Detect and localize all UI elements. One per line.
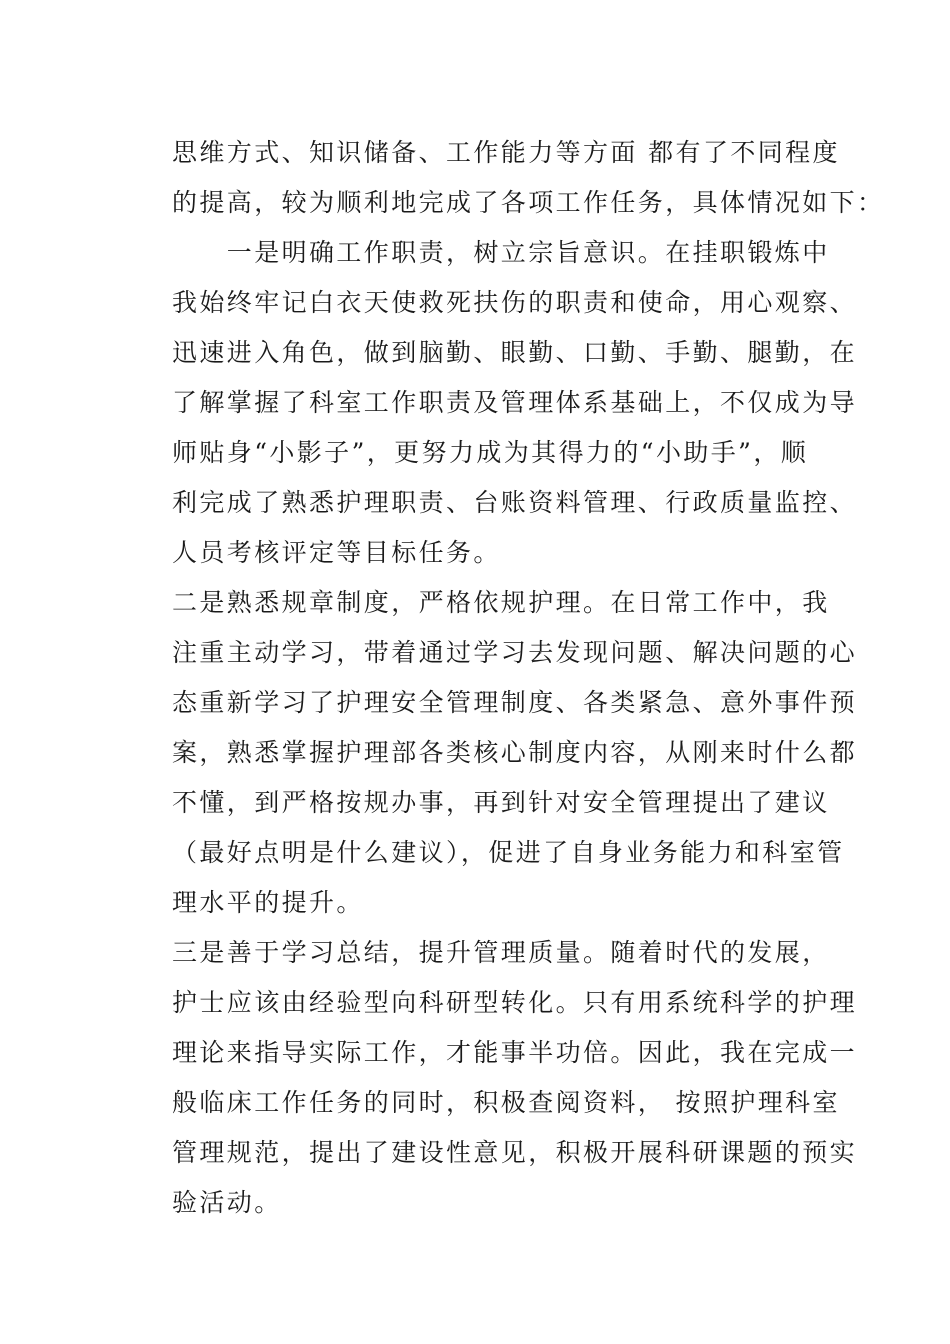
text-line: 我始终牢记白衣天使救死扶伤的职责和使命，用心观察、 bbox=[172, 288, 858, 317]
text-line: 三是善于学习总结，提升管理质量。随着时代的发展， bbox=[172, 938, 830, 967]
text-line: 了解掌握了科室工作职责及管理体系基础上，不仅成为导 bbox=[172, 388, 858, 417]
text-line: 利完成了熟悉护理职责、台账资料管理、行政质量监控、 bbox=[172, 488, 858, 517]
text-line: 管理规范，提出了建设性意见，积极开展科研课题的预实 bbox=[172, 1138, 858, 1167]
text-line: 不懂，到严格按规办事，再到针对安全管理提出了建议 bbox=[172, 788, 830, 817]
text-line: 一是明确工作职责，树立宗旨意识。在挂职锻炼中 bbox=[172, 238, 830, 267]
text-line: 护士应该由经验型向科研型转化。只有用系统科学的护理 bbox=[172, 988, 858, 1017]
text-line: 迅速进入角色，做到脑勤、眼勤、口勤、手勤、腿勤，在 bbox=[172, 338, 858, 367]
text-line: （最好点明是什么建议），促进了自身业务能力和科室管 bbox=[172, 838, 845, 867]
text-line: 师贴身“小影子”，更努力成为其得力的“小助手”，顺 bbox=[172, 438, 809, 467]
text-line: 案，熟悉掌握护理部各类核心制度内容，从刚来时什么都 bbox=[172, 738, 858, 767]
text-line: 理论来指导实际工作，才能事半功倍。因此，我在完成一 bbox=[172, 1038, 858, 1067]
text-line: 理水平的提升。 bbox=[172, 888, 364, 917]
document-body bbox=[172, 128, 885, 1228]
text-line: 人员考核评定等目标任务。 bbox=[172, 538, 501, 567]
text-line: 的提高，较为顺利地完成了各项工作任务，具体情况如下： bbox=[172, 188, 885, 217]
text-line: 二是熟悉规章制度，严格依规护理。在日常工作中，我 bbox=[172, 588, 830, 617]
text-line: 验活动。 bbox=[172, 1188, 282, 1217]
text-line: 般临床工作任务的同时，积极查阅资料， 按照护理科室 bbox=[172, 1088, 840, 1117]
text-line: 注重主动学习，带着通过学习去发现问题、解决问题的心 bbox=[172, 638, 858, 667]
text-line: 思维方式、知识储备、工作能力等方面 都有了不同程度 bbox=[172, 138, 840, 167]
text-line: 态重新学习了护理安全管理制度、各类紧急、意外事件预 bbox=[172, 688, 858, 717]
